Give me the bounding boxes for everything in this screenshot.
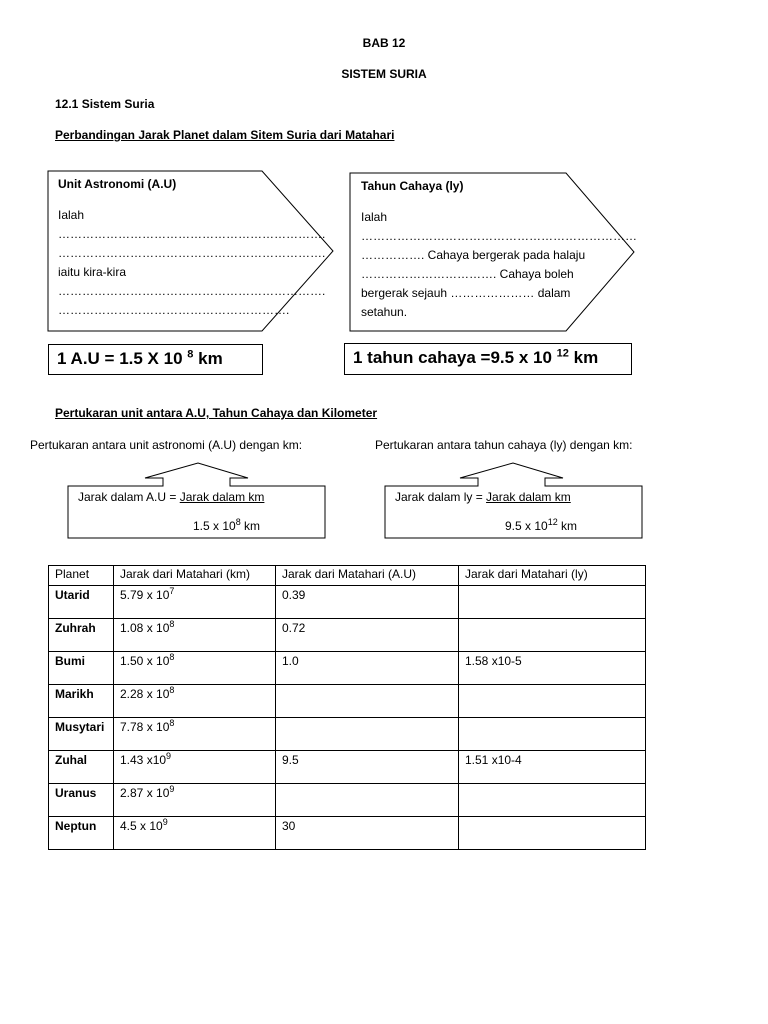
km-base: 4.5 x 10: [120, 819, 163, 833]
au-den-unit: km: [240, 519, 261, 533]
au-formula-text: 1 A.U = 1.5 X 10: [57, 349, 183, 368]
au-box-line4: iaitu kira-kira: [58, 265, 127, 279]
au-box-line1: Ialah: [58, 208, 85, 222]
au-formula-exp: 8: [187, 348, 194, 361]
km-base: 1.43 x10: [120, 753, 167, 767]
km-exp: 8: [169, 685, 175, 695]
ly-box-line3: ……………. Cahaya bergerak pada halaju: [361, 248, 586, 262]
ly-formula-numerator-line: [395, 490, 571, 504]
ly-conversion-label: Pertukaran antara tahun cahaya (ly) dengan km:: [375, 438, 633, 452]
planet-au: 9.5: [276, 751, 459, 784]
km-exp: 9: [166, 751, 172, 761]
ly-formula-left: Jarak dalam ly =: [395, 490, 487, 504]
au-box: [58, 175, 325, 320]
km-base: 5.79 x 10: [120, 588, 170, 602]
ly-den-exp: 12: [547, 517, 558, 527]
km-base: 2.28 x 10: [120, 687, 170, 701]
ly-formula-numerator: Jarak dalam km: [486, 490, 571, 504]
table-header-cell: Jarak dari Matahari (ly): [459, 566, 646, 586]
ly-box-line4: ……………………………. Cahaya boleh: [361, 267, 574, 281]
km-exp: 9: [169, 784, 175, 794]
table-row: [49, 652, 646, 685]
chapter-label: BAB 12: [362, 36, 406, 50]
ly-box: [361, 177, 637, 322]
au-formula-numerator-line: [78, 490, 264, 504]
au-formula-denominator: [193, 519, 260, 533]
table-row: [49, 751, 646, 784]
ly-formula-exp: 12: [556, 347, 569, 360]
au-formula-unit: km: [198, 349, 223, 368]
au-formula-box: [48, 344, 263, 375]
table-row: [49, 619, 646, 652]
km-base: 1.50 x 10: [120, 654, 170, 668]
planet-name: Zuhrah: [49, 619, 114, 652]
planet-km: [114, 652, 276, 685]
table-header-row: [49, 566, 646, 586]
planet-name: Musytari: [49, 718, 114, 751]
planet-km: [114, 817, 276, 850]
table-header-cell: Jarak dari Matahari (A.U): [276, 566, 459, 586]
ly-formula-text: 1 tahun cahaya =9.5 x 10: [353, 348, 552, 367]
au-den-base: 1.5 x 10: [193, 519, 236, 533]
planet-km: [114, 685, 276, 718]
planet-name: Marikh: [49, 685, 114, 718]
table-row: [49, 817, 646, 850]
planet-ly: [459, 586, 646, 619]
planet-ly: 1.51 x10-4: [459, 751, 646, 784]
planet-name: Bumi: [49, 652, 114, 685]
au-box-title: Unit Astronomi (A.U): [58, 177, 177, 191]
planet-ly: 1.58 x10-5: [459, 652, 646, 685]
planet-km: [114, 619, 276, 652]
planet-km: [114, 751, 276, 784]
km-base: 7.78 x 10: [120, 720, 170, 734]
ly-den-unit: km: [557, 519, 578, 533]
ly-box-title: Tahun Cahaya (ly): [361, 179, 464, 193]
table-header-cell: Jarak dari Matahari (km): [114, 566, 276, 586]
table-row: [49, 784, 646, 817]
planet-km: [114, 784, 276, 817]
planet-au: 0.72: [276, 619, 459, 652]
planet-ly: [459, 784, 646, 817]
planet-au: 1.0: [276, 652, 459, 685]
km-base: 2.87 x 10: [120, 786, 170, 800]
au-box-line6: ………………………………………………….: [58, 303, 290, 317]
table-row: [49, 586, 646, 619]
au-box-line5: ………………………………………………………….: [58, 284, 326, 298]
au-formula-left: Jarak dalam A.U =: [78, 490, 180, 504]
ly-box-line6: setahun.: [361, 305, 408, 319]
section-heading: 12.1 Sistem Suria: [55, 97, 155, 111]
km-base: 1.08 x 10: [120, 621, 170, 635]
planet-ly: [459, 685, 646, 718]
au-formula-numerator: Jarak dalam km: [179, 490, 265, 504]
km-exp: 8: [169, 718, 175, 728]
planet-km: [114, 586, 276, 619]
planet-au: [276, 718, 459, 751]
table-row: [49, 685, 646, 718]
ly-box-line1: Ialah: [361, 210, 388, 224]
ly-den-base: 9.5 x 10: [505, 519, 548, 533]
km-exp: 9: [162, 817, 168, 827]
au-den-exp: 8: [235, 517, 241, 527]
planet-au: 30: [276, 817, 459, 850]
planet-name: Neptun: [49, 817, 114, 850]
planet-ly: [459, 718, 646, 751]
planet-ly: [459, 817, 646, 850]
ly-box-line5: bergerak sejauh ………………… dalam: [361, 286, 571, 300]
chapter-title: SISTEM SURIA: [341, 67, 427, 81]
planet-au: [276, 685, 459, 718]
au-box-line2: ………………………………………………………….: [58, 227, 326, 241]
km-exp: 8: [169, 619, 175, 629]
planet-ly: [459, 619, 646, 652]
table-header-cell: Planet: [49, 566, 114, 586]
subsection-heading: Perbandingan Jarak Planet dalam Sitem Suria dari Matahari: [55, 128, 395, 142]
ly-formula-denominator: [505, 519, 577, 533]
ly-box-line2: ……………………………………………………………: [361, 229, 637, 243]
conversion-heading: Pertukaran unit antara A.U, Tahun Cahaya dan Kilometer: [55, 406, 378, 420]
planet-name: Uranus: [49, 784, 114, 817]
au-box-line3: ………………………………………………………….: [58, 246, 326, 260]
ly-formula-unit: km: [573, 348, 599, 367]
planet-au: [276, 784, 459, 817]
table-row: [49, 718, 646, 751]
planet-name: Utarid: [49, 586, 114, 619]
au-conversion-label: Pertukaran antara unit astronomi (A.U) dengan km:: [30, 438, 303, 452]
planet-name: Zuhal: [49, 751, 114, 784]
ly-formula-box: [344, 343, 632, 375]
km-exp: 8: [169, 652, 175, 662]
planet-au: 0.39: [276, 586, 459, 619]
planet-km: [114, 718, 276, 751]
km-exp: 7: [169, 586, 175, 596]
planet-distance-table: [48, 565, 646, 850]
